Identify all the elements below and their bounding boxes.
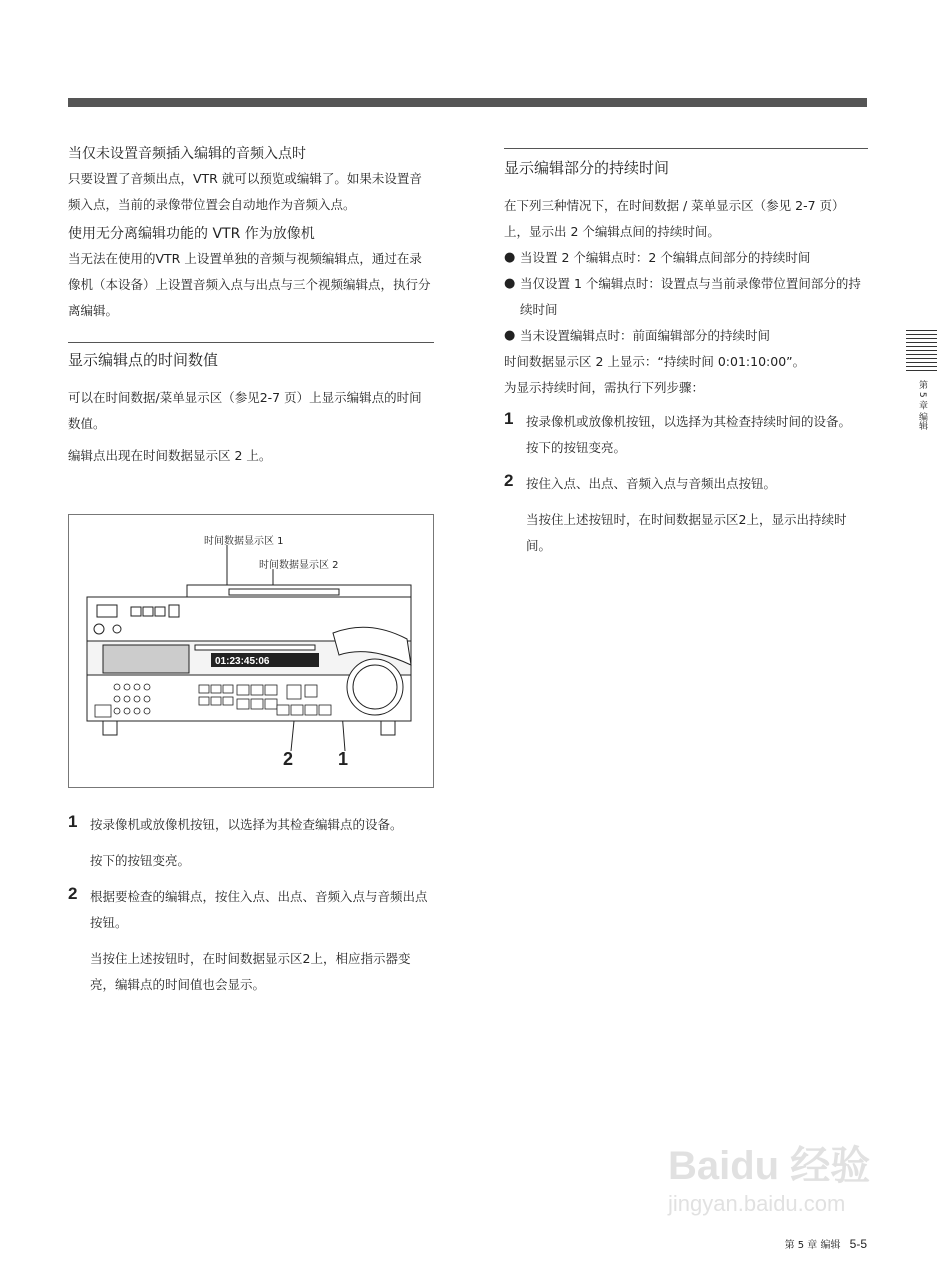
left-steps <box>68 812 434 998</box>
footer-chapter: 第 5 章 编辑 <box>784 1240 841 1251</box>
right-column <box>504 140 868 559</box>
step-2 <box>504 471 868 559</box>
subsection-title-vtr: 使用无分离编辑功能的 VTR 作为放像机 <box>68 226 315 242</box>
left-column <box>68 140 434 469</box>
figure-label-display-1: 时间数据显示区 1 <box>204 536 284 547</box>
section-title: 显示编辑点的时间数值 <box>68 351 219 369</box>
step-number: 1 <box>68 812 78 831</box>
step-text: 按住入点、出点、音频入点与音频出点按钮。 <box>526 476 777 491</box>
step-text: 按录像机或放像机按钮，以选择为其检查持续时间的设备。 <box>526 414 852 429</box>
step-1 <box>504 409 868 461</box>
page-number: 5-5 <box>849 1237 867 1251</box>
paragraph: 只要设置了音频出点，VTR 就可以预览或编辑了。如果未设置音频入点，当前的录像带位置会自动地作为音频入点。 <box>68 171 422 212</box>
step-text: 按录像机或放像机按钮，以选择为其检查编辑点的设备。 <box>90 817 403 832</box>
timecode-readout: 01:23:45:06 <box>215 656 270 667</box>
step-subtext: 当按住上述按钮时，在时间数据显示区2上，显示出持续时间。 <box>526 512 847 553</box>
section-rule <box>504 148 868 179</box>
section-rule <box>68 342 434 371</box>
step-subtext: 当按住上述按钮时，在时间数据显示区2上，相应指示器变亮，编辑点的时间值也会显示。 <box>90 951 411 992</box>
bullet-item: ● 当仅设置 1 个编辑点时：设置点与当前录像带位置间部分的持续时间 <box>504 276 861 317</box>
header-rule <box>68 98 867 107</box>
watermark-logo: Baidu 经验 <box>668 1144 871 1188</box>
step-number: 1 <box>504 409 514 428</box>
subsection-title-audio-in: 当仅未设置音频插入编辑的音频入点时 <box>68 146 306 162</box>
vtr-front-panel-figure <box>68 514 434 788</box>
paragraph: 可以在时间数据/菜单显示区（参见2-7 页）上显示编辑点的时间数值。 <box>68 390 422 431</box>
watermark-url: jingyan.baidu.com <box>668 1191 846 1216</box>
chapter-thumb-tab <box>906 330 937 430</box>
section-title: 显示编辑部分的持续时间 <box>504 159 670 177</box>
step-text: 根据要检查的编辑点，按住入点、出点、音频入点与音频出点按钮。 <box>90 889 428 930</box>
paragraph: 时间数据显示区 2 上显示：“持续时间 0:01:10:00”。 <box>504 354 806 369</box>
bullet-item: ● 当未设置编辑点时：前面编辑部分的持续时间 <box>504 328 771 343</box>
step-subtext: 按下的按钮变亮。 <box>526 440 627 455</box>
baidu-watermark <box>668 1142 878 1234</box>
paragraph: 为显示持续时间，需执行下列步骤： <box>504 380 705 395</box>
paragraph: 当无法在使用的VTR 上设置单独的音频与视频编辑点，通过在录像机（本设备）上设置音频入点与出点与三个视频编辑点，执行分离编辑。 <box>68 251 431 318</box>
step-subtext: 按下的按钮变亮。 <box>90 853 191 868</box>
callout-2: 2 <box>283 749 294 769</box>
paragraph: 编辑点出现在时间数据显示区 2 上。 <box>68 448 272 463</box>
bullet-item: ● 当设置 2 个编辑点时：2 个编辑点间部分的持续时间 <box>504 250 811 265</box>
paragraph: 在下列三种情况下，在时间数据 / 菜单显示区（参见 2-7 页）上，显示出 2 个编辑点间的持续时间。 <box>504 198 845 239</box>
vtr-illustration <box>69 515 433 787</box>
thumb-chapter-label: 第 5 章 编辑 <box>917 380 927 431</box>
callout-1: 1 <box>338 749 349 769</box>
step-1 <box>68 812 434 874</box>
step-number: 2 <box>68 884 78 903</box>
thumb-lines <box>906 330 937 372</box>
step-number: 2 <box>504 471 514 490</box>
figure-label-display-2: 时间数据显示区 2 <box>259 560 339 571</box>
page-footer <box>785 1236 867 1251</box>
step-2 <box>68 884 434 998</box>
